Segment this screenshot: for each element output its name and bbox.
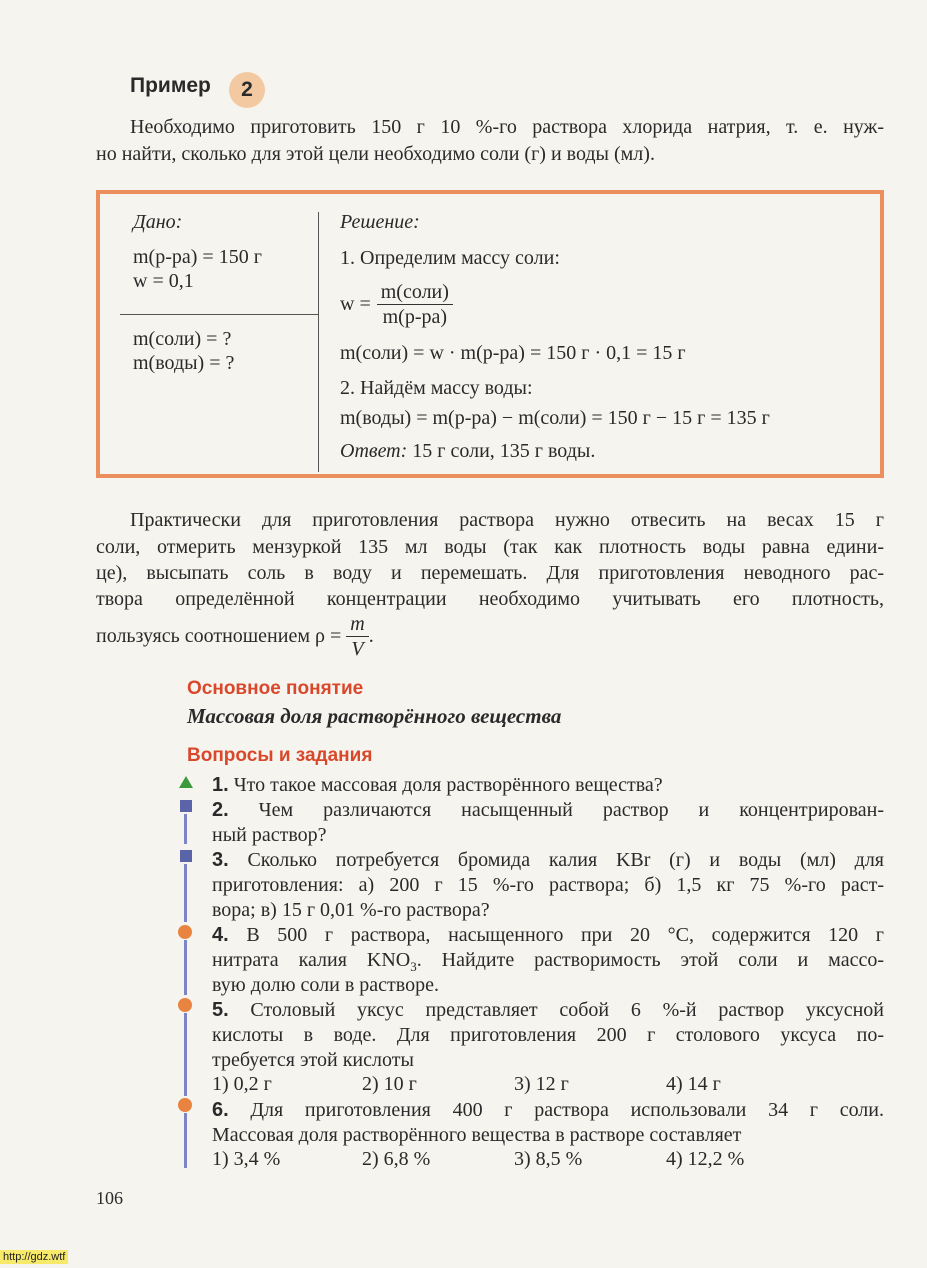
intro-line-1: Необходимо приготовить 150 г 10 %-го раствора хлорида натрия, т. е. нуж- xyxy=(130,116,884,138)
question-6 xyxy=(212,1098,884,1123)
question-2 xyxy=(212,798,884,823)
calc-water: m(воды) = m(р-ра) − m(соли) = 150 г − 15 г = 135 г xyxy=(340,407,770,429)
solution-step-1: 1. Определим массу соли: xyxy=(340,247,560,269)
circle-marker-icon xyxy=(178,998,192,1012)
marker-bar xyxy=(184,814,187,844)
practice-line-2: соли, отмерить мензуркой 135 мл воды (так как плотность воды равна едини- xyxy=(96,536,884,558)
find-salt: m(соли) = ? xyxy=(133,328,232,350)
question-4-cont: вую долю соли в растворе. xyxy=(212,974,439,996)
formula-lhs: w = xyxy=(340,293,371,315)
question-4 xyxy=(212,923,884,948)
question-number: 3. xyxy=(212,849,229,871)
answer-option: 2) 10 г xyxy=(362,1073,417,1095)
example-number-badge: 2 xyxy=(229,72,265,108)
question-5 xyxy=(212,998,884,1023)
question-1 xyxy=(212,773,884,798)
question-number: 6. xyxy=(212,1099,229,1121)
given-heading: Дано: xyxy=(133,211,183,233)
practice-line-3: це), высыпать соль в воду и перемешать. Для приготовления неводного рас- xyxy=(96,562,884,584)
question-number: 4. xyxy=(212,924,229,946)
question-text: Сколько потребуется бромида калия KBr (г) и воды (мл) для xyxy=(247,849,884,871)
marker-bar xyxy=(184,940,187,995)
practice-line-1: Практически для приготовления раствора нужно отвесить на весах 15 г xyxy=(130,509,884,531)
answer-option: 1) 3,4 % xyxy=(212,1148,281,1170)
answer-option: 4) 12,2 % xyxy=(666,1148,745,1170)
formula-fraction xyxy=(377,280,453,329)
question-number: 2. xyxy=(212,799,229,821)
question-5-cont: требуется этой кислоты xyxy=(212,1049,414,1071)
density-suffix: . xyxy=(368,625,374,647)
question-2-cont: ный раствор? xyxy=(212,824,327,846)
watermark-link[interactable]: http://gdz.wtf xyxy=(0,1250,68,1264)
answer-option: 4) 14 г xyxy=(666,1073,721,1095)
given-mass-solution: m(р-ра) = 150 г xyxy=(133,246,262,268)
question-text: Столовый уксус представляет собой 6 %-й раствор уксусной xyxy=(250,999,884,1021)
page-number: 106 xyxy=(96,1188,123,1208)
answer-option: 2) 6,8 % xyxy=(362,1148,431,1170)
box-divider-horizontal xyxy=(120,314,318,315)
marker-bar xyxy=(184,1113,187,1168)
box-divider-vertical xyxy=(318,212,319,472)
density-formula-line xyxy=(96,612,374,661)
intro-line-2: но найти, сколько для этой цели необходимо соли (г) и воды (мл). xyxy=(96,143,655,165)
example-title: Пример xyxy=(130,74,211,97)
answer-text: 15 г соли, 135 г воды. xyxy=(412,440,596,462)
density-denominator: V xyxy=(351,638,364,660)
formula-numerator: m(соли) xyxy=(377,280,453,305)
question-text: В 500 г раствора, насыщенного при 20 °C, содержится 120 г xyxy=(246,924,885,946)
question-text: . Найдите растворимость этой соли и массо- xyxy=(416,949,884,971)
circle-marker-icon xyxy=(178,925,192,939)
question-6-cont: Массовая доля растворённого вещества в растворе составляет xyxy=(212,1124,742,1146)
question-text: Для приготовления 400 г раствора использовали 34 г соли. xyxy=(250,1099,884,1121)
mass-fraction-formula xyxy=(340,280,453,329)
question-number: 5. xyxy=(212,999,229,1021)
solution-step-2: 2. Найдём массу воды: xyxy=(340,377,533,399)
marker-bar xyxy=(184,864,187,922)
subscript: 3 xyxy=(410,959,417,974)
density-prefix: пользуясь соотношением ρ = xyxy=(96,625,342,647)
question-3-cont: приготовления: а) 200 г 15 %-го раствора; б) 1,5 кг 75 %-го раст- xyxy=(212,874,884,896)
answer-line xyxy=(340,438,595,465)
question-5-answers xyxy=(212,1072,884,1097)
question-3 xyxy=(212,848,884,873)
question-number: 1. xyxy=(212,774,229,796)
triangle-marker-icon xyxy=(178,775,194,789)
formula-denominator: m(р-ра) xyxy=(382,306,448,328)
answer-option: 3) 12 г xyxy=(514,1073,569,1095)
question-6-answers xyxy=(212,1147,884,1172)
question-5-cont: кислоты в воде. Для приготовления 200 г столового уксуса по- xyxy=(212,1024,884,1046)
circle-marker-icon xyxy=(178,1098,192,1112)
density-numerator: m xyxy=(346,612,368,637)
find-water: m(воды) = ? xyxy=(133,352,235,374)
calc-salt: m(соли) = w · m(р-ра) = 150 г · 0,1 = 15 г xyxy=(340,342,686,364)
answer-option: 1) 0,2 г xyxy=(212,1073,272,1095)
question-text: Чем различаются насыщенный раствор и концентрирован- xyxy=(258,799,884,821)
question-3-cont: вора; в) 15 г 0,01 %-го раствора? xyxy=(212,899,490,921)
answer-option: 3) 8,5 % xyxy=(514,1148,583,1170)
answer-label: Ответ: xyxy=(340,440,408,462)
square-marker-icon xyxy=(180,800,192,812)
question-text: Что такое массовая доля растворённого вещества? xyxy=(233,774,663,796)
concept-term: Массовая доля растворённого вещества xyxy=(187,704,562,728)
given-fraction: w = 0,1 xyxy=(133,270,194,292)
practice-line-4: твора определённой концентрации необходимо учитывать его плотность, xyxy=(96,588,884,610)
questions-heading: Вопросы и задания xyxy=(187,745,373,766)
concept-heading: Основное понятие xyxy=(187,678,364,699)
marker-bar xyxy=(184,1013,187,1096)
density-fraction xyxy=(346,612,368,661)
solution-heading: Решение: xyxy=(340,211,420,233)
square-marker-icon xyxy=(180,850,192,862)
question-text: нитрата калия KNO xyxy=(212,949,411,971)
